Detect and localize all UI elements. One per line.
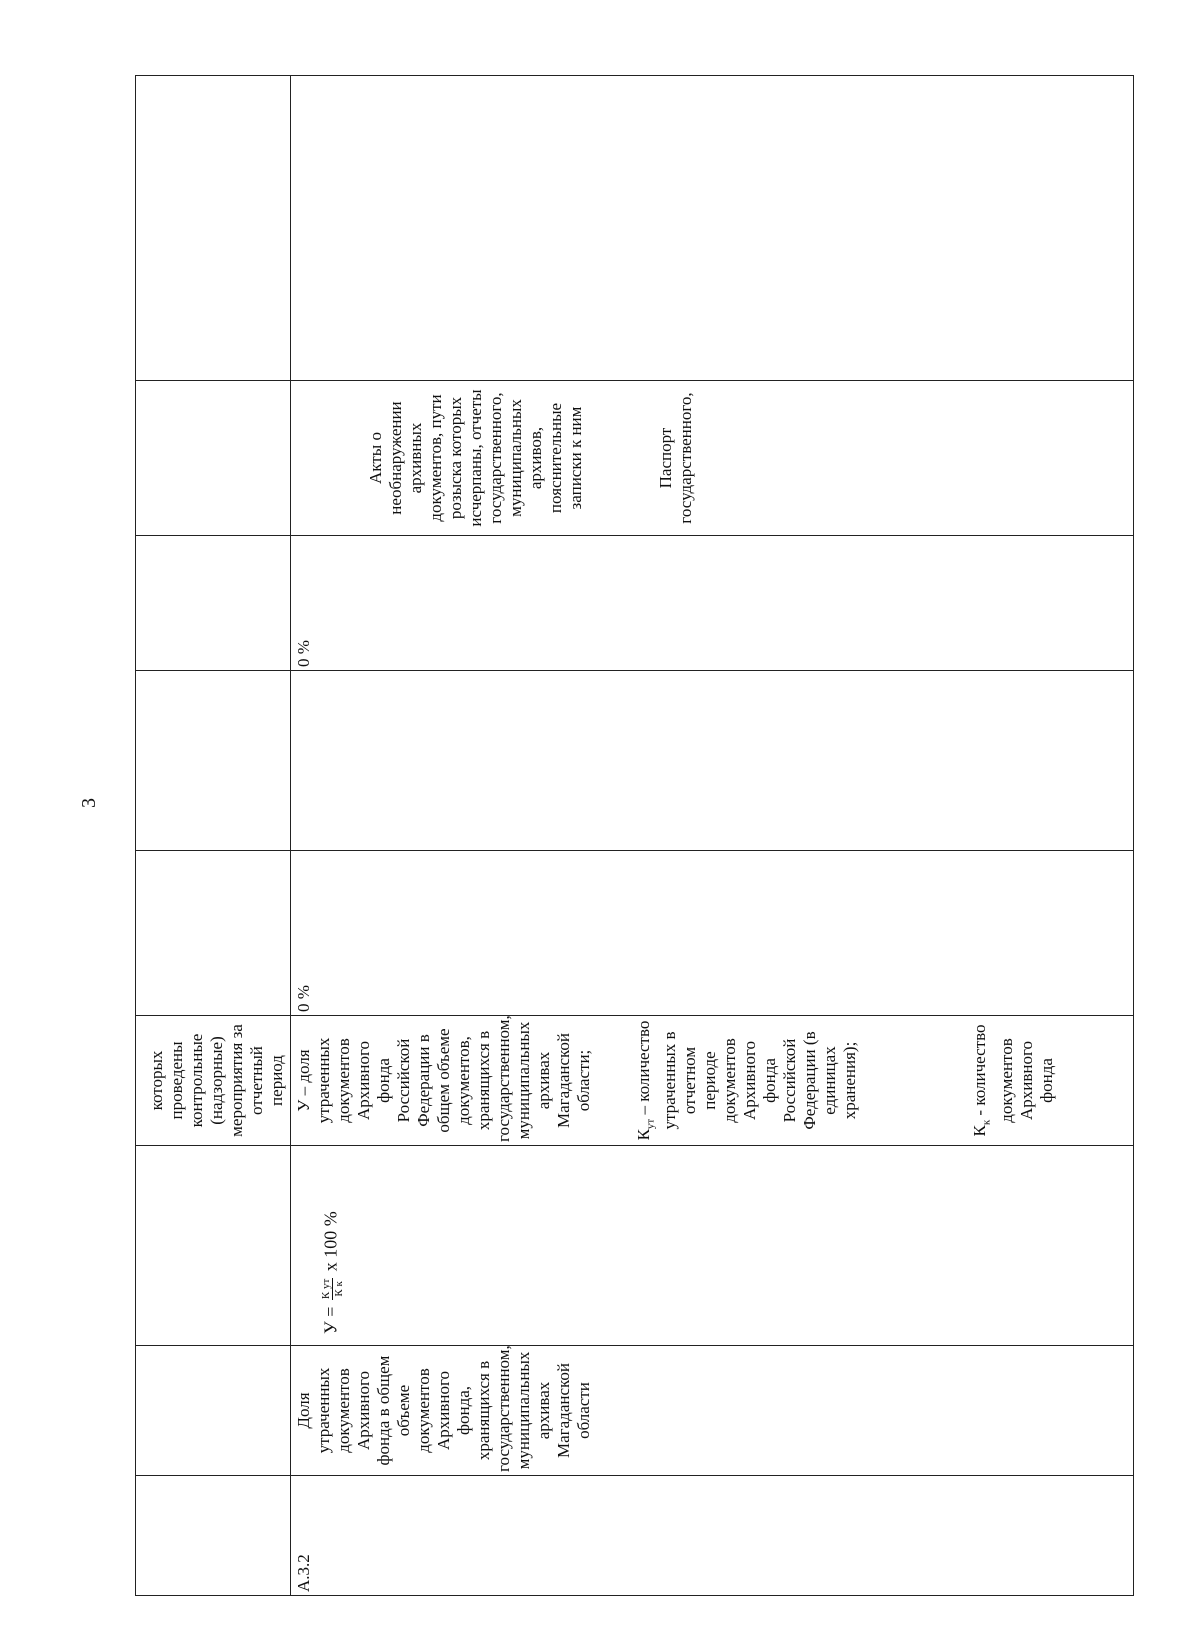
last-cell (291, 76, 1134, 381)
formula-rhs: х 100 % (320, 1211, 341, 1272)
k-ut-symbol: К (634, 1129, 653, 1141)
source-part1: Акты о необнаружении архивных документов, пути розыска которых исчерпаны, отчеты государственного, муниципальных архивов, пояснительные записки к ним (366, 389, 585, 527)
k-ut-subscript: ут (644, 1118, 657, 1130)
definition-k-ut (634, 1019, 860, 1142)
formula-cell (291, 1146, 1134, 1346)
cell-empty (136, 851, 291, 1016)
definition-u: У – доля утраченных документов Архивного фонда Российской Федерации в общем объеме документов, хранящихся в государственном, муниципальных архивах Магаданской области; (294, 1015, 593, 1142)
k-ut-text: – количество утраченных в отчетном периоде документов Архивного фонда Российской Федерации (в единицах хранения); (634, 1020, 860, 1130)
formula-fraction (320, 1278, 345, 1300)
cell-empty (136, 381, 291, 536)
formula-numerator: К ут (320, 1278, 332, 1300)
value-1: 0 % (291, 851, 1134, 1016)
indicators-table (135, 75, 1134, 1596)
indicator-name: Доля утраченных документов Архивного фонда в общем объеме документов Архивного фонда, хранящихся в государственном, муниципальных архивах Магаданской области (291, 1346, 1134, 1476)
cell-empty (136, 1346, 291, 1476)
k-k-symbol: К (970, 1125, 990, 1137)
cell-continued-text: которых проведены контрольные (надзорные) мероприятия за отчетный период (136, 1016, 291, 1146)
k-k-subscript: к (980, 1119, 993, 1126)
cell-empty (136, 671, 291, 851)
table-row (291, 76, 1134, 1596)
rotated-table-sheet (135, 76, 1134, 1596)
k-k-text: - количество документов Архивного фонда (970, 1024, 1056, 1123)
formula-denominator: К к (333, 1281, 345, 1297)
cell-empty (136, 1476, 291, 1596)
source-part2: Паспорт государственного, (656, 392, 695, 524)
definitions-cell (291, 1016, 1134, 1146)
continuation-row (136, 76, 291, 1596)
definition-k-k (970, 1019, 1056, 1142)
value-3: 0 % (291, 536, 1134, 671)
value-2 (291, 671, 1134, 851)
cell-empty (136, 536, 291, 671)
page-number: 3 (78, 798, 100, 808)
cell-empty (136, 1146, 291, 1346)
cell-empty (136, 76, 291, 381)
indicator-code: А.3.2 (291, 1476, 1134, 1596)
formula (320, 1149, 345, 1342)
formula-lhs: У = (320, 1306, 341, 1334)
source-cell (291, 381, 1134, 536)
